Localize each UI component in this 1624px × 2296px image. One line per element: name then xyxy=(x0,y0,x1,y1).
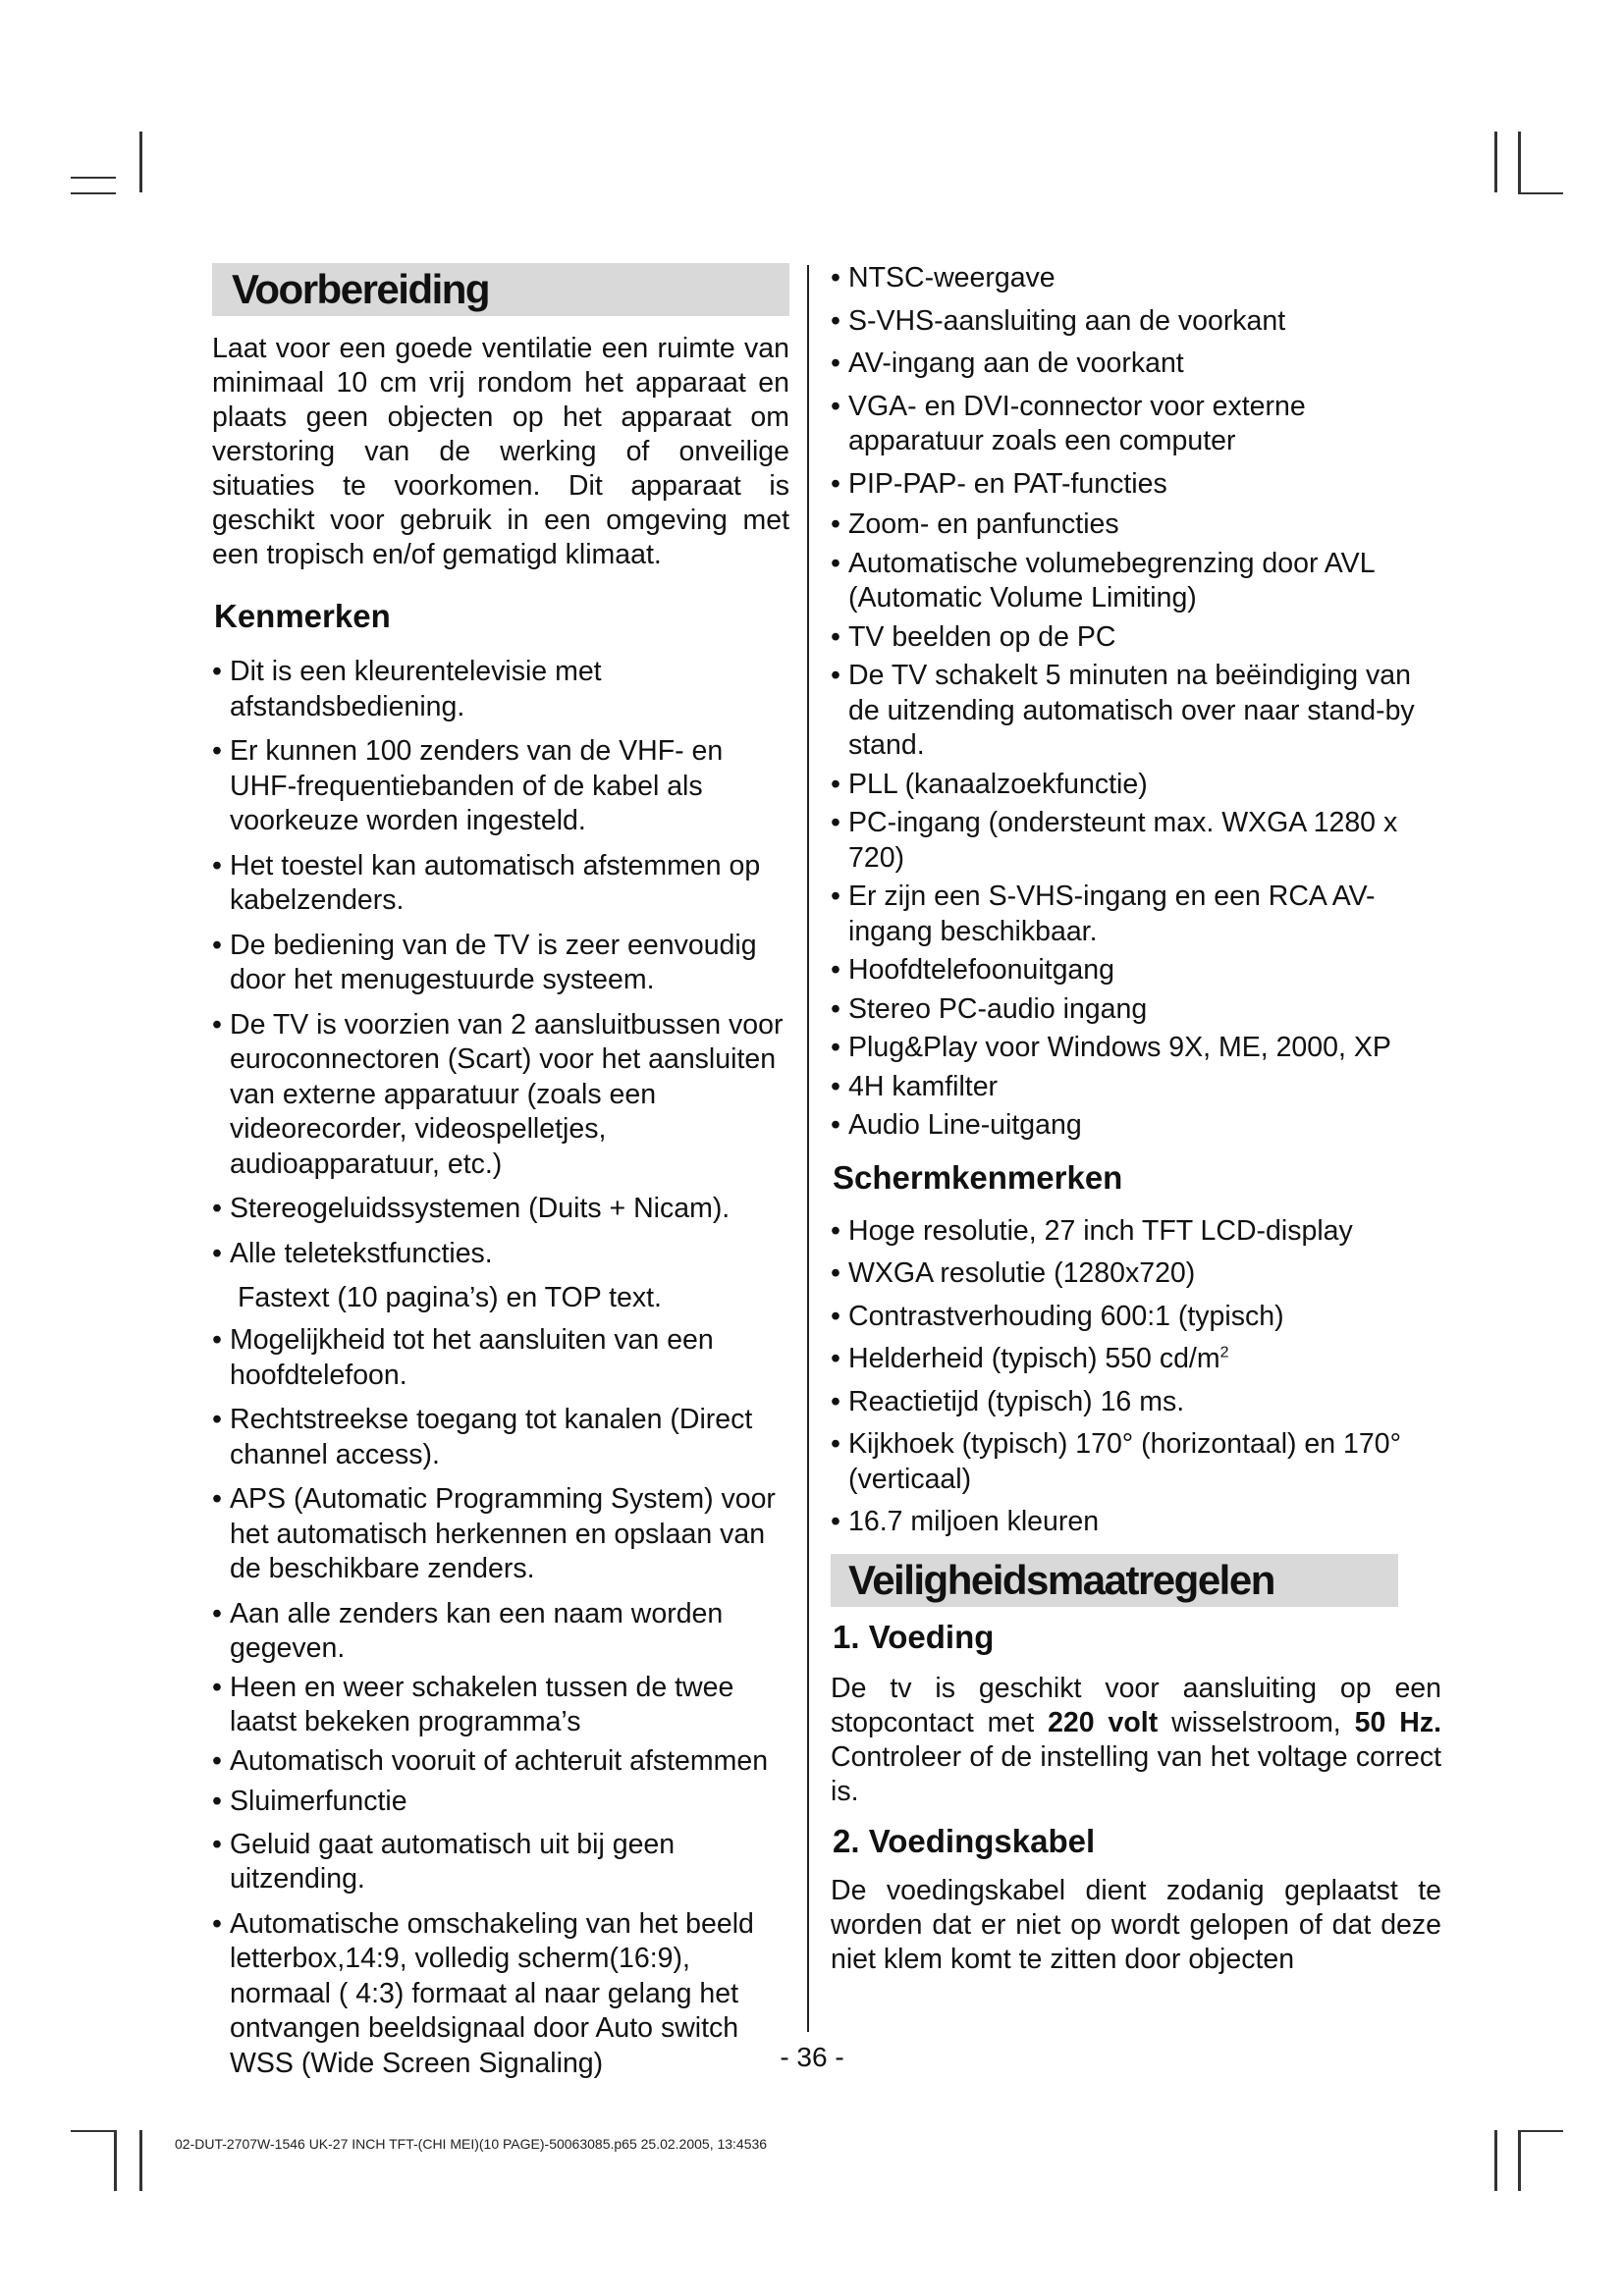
list-item: • 4H kamfilter xyxy=(831,1070,999,1102)
list-item: • WXGA resolutie (1280x720) xyxy=(831,1257,1196,1289)
list-item: • Kijkhoek (typisch) 170° (horizontaal) en 170° (verticaal) xyxy=(831,1428,1402,1495)
fastext-note: Fastext (10 pagina’s) en TOP text. xyxy=(238,1282,662,1313)
list-item: • De TV schakelt 5 minuten na beëindiging van de uitzending automatisch over naar stand-by stand. xyxy=(831,660,1415,761)
heading-voeding: 1. Voeding xyxy=(833,1618,995,1655)
list-item: • Dit is een kleurentelevisie met afstandsbediening. xyxy=(212,656,602,722)
list-item: • Mogelijkheid tot het aansluiten van een hoofdtelefoon. xyxy=(212,1324,714,1391)
screen-feature-list xyxy=(831,1214,1441,1540)
voedingskabel-paragraph: De voedingskabel dient zodanig geplaatst te worden dat er niet op wordt gelopen of dat deze niet klem komt te zitten door objecten xyxy=(831,1874,1441,1975)
feature-list xyxy=(212,655,789,1271)
list-item: • PLL (kanaalzoekfunctie) xyxy=(831,768,1148,800)
list-item: • Er kunnen 100 zenders van de VHF- en UHF-frequentiebanden of de kabel als voorkeuze worden ingesteld. xyxy=(212,735,724,836)
crop-mark xyxy=(114,2130,117,2191)
list-item: • APS (Automatic Programming System) voor het automatisch herkennen en opslaan van de beschikbare zenders. xyxy=(212,1483,776,1584)
print-footer: 02-DUT-2707W-1546 UK-27 INCH TFT-(CHI MEI)(10 PAGE)-50063085.p65 25.02.2005, 13:4536 xyxy=(175,2136,768,2152)
heading-voedingskabel: 2. Voedingskabel xyxy=(833,1822,1096,1859)
crop-mark xyxy=(1494,132,1497,192)
section-title-veiligheidsmaatregelen: Veiligheidsmaatregelen xyxy=(831,1554,1398,1607)
right-column xyxy=(831,261,1441,1977)
column-divider xyxy=(807,265,809,2032)
list-item: • Automatische volumebegrenzing door AVL (Automatic Volume Limiting) xyxy=(831,547,1375,614)
list-item: • VGA- en DVI-connector voor externe apparatuur zoals een computer xyxy=(831,390,1306,456)
heading-kenmerken: Kenmerken xyxy=(214,598,391,634)
list-item: • AV-ingang aan de voorkant xyxy=(831,347,1184,379)
list-item: • PC-ingang (ondersteunt max. WXGA 1280 x 720) xyxy=(831,807,1398,874)
crop-mark xyxy=(71,177,116,179)
feature-list-2 xyxy=(212,1323,789,2081)
crop-mark xyxy=(139,2130,142,2191)
list-item: • Geluid gaat automatisch uit bij geen uitzending. xyxy=(212,1828,676,1895)
list-item: • Audio Line-uitgang xyxy=(831,1109,1082,1141)
list-item: • TV beelden op de PC xyxy=(831,620,1116,653)
crop-mark xyxy=(1518,2130,1563,2132)
list-item: • Heen en weer schakelen tussen de twee laatst bekeken programma’s xyxy=(212,1671,734,1737)
list-item: • Reactietijd (typisch) 16 ms. xyxy=(831,1385,1185,1417)
section-title-voorbereiding: Voorbereiding xyxy=(212,263,789,316)
superscript: 2 xyxy=(1219,1344,1229,1362)
crop-mark xyxy=(1518,2130,1521,2191)
crop-mark xyxy=(1518,132,1521,192)
heading-schermkenmerken: Schermkenmerken xyxy=(833,1158,1123,1196)
list-item: • Automatisch vooruit of achteruit afstemmen xyxy=(212,1744,769,1777)
list-item: • Alle teletekstfuncties. xyxy=(212,1237,493,1269)
crop-mark xyxy=(139,132,142,192)
list-item: • 16.7 miljoen kleuren xyxy=(831,1506,1100,1537)
list-item: • Rechtstreekse toegang tot kanalen (Direct channel access). xyxy=(212,1404,753,1470)
list-item: • De TV is voorzien van 2 aansluitbussen voor euroconnectoren (Scart) voor het aansluiten van externe apparatuur (zoals een videorecorder, videospelletjes, audioapparatuur, etc.) xyxy=(212,1008,784,1180)
list-item: • Automatische omschakeling van het beeld letterbox,14:9, volledig scherm(16:9), normaal ( 4:3) formaat al naar gelang het ontvangen beeldsignaal door Auto switch WSS (Wide Screen Signaling) xyxy=(212,1907,754,2079)
list-item: • Het toestel kan automatisch afstemmen op kabelzenders. xyxy=(212,849,761,916)
list-item: • De bediening van de TV is zeer eenvoudig door het menugestuurde systeem. xyxy=(212,929,757,995)
list-item: • Hoofdtelefoonuitgang xyxy=(831,954,1114,986)
list-item: • S-VHS-aansluiting aan de voorkant xyxy=(831,304,1286,337)
list-item: • Plug&Play voor Windows 9X, ME, 2000, XP xyxy=(831,1032,1391,1063)
list-item: • Er zijn een S-VHS-ingang en een RCA AV-ingang beschikbaar. xyxy=(831,881,1376,947)
intro-paragraph: Laat voor een goede ventilatie een ruimte van minimaal 10 cm vrij rondom het apparaat en plaats geen objecten op het apparaat om verstoring van de werking of onveilige situaties te voorkomen. Dit apparaat is geschikt voor gebruik in een omgeving met een tropisch en/of gematigd klimaat. xyxy=(212,333,789,570)
voeding-paragraph: De tv is geschikt voor aansluiting op een stopcontact met 220 volt wisselstroom, 50 Hz. Controleer of de instelling van het voltage correct is. xyxy=(831,1672,1441,1807)
list-item: • Zoom- en panfuncties xyxy=(831,508,1119,540)
list-item: • NTSC-weergave xyxy=(831,262,1056,294)
list-item: • Sluimerfunctie xyxy=(212,1786,407,1817)
crop-mark xyxy=(1494,2130,1497,2191)
crop-mark xyxy=(71,192,116,194)
list-item: • Helderheid (typisch) 550 $cd/m^2$ xyxy=(831,1343,1229,1374)
list-item: • Hoge resolutie, 27 inch TFT LCD-display xyxy=(831,1214,1353,1247)
list-item: • Stereogeluidssystemen (Duits + Nicam). xyxy=(212,1193,731,1224)
page-number: - 36 - xyxy=(780,2042,844,2072)
left-column xyxy=(212,263,789,2081)
feature-list-continued xyxy=(831,261,1441,1144)
crop-mark xyxy=(1518,192,1563,194)
list-item: • PIP-PAP- en PAT-functies xyxy=(831,467,1167,500)
list-item: • Aan alle zenders kan een naam worden gegeven. xyxy=(212,1597,724,1664)
crop-mark xyxy=(71,2130,116,2132)
list-item: • Contrastverhouding 600:1 (typisch) xyxy=(831,1300,1284,1332)
list-item: • Stereo PC-audio ingang xyxy=(831,992,1148,1025)
